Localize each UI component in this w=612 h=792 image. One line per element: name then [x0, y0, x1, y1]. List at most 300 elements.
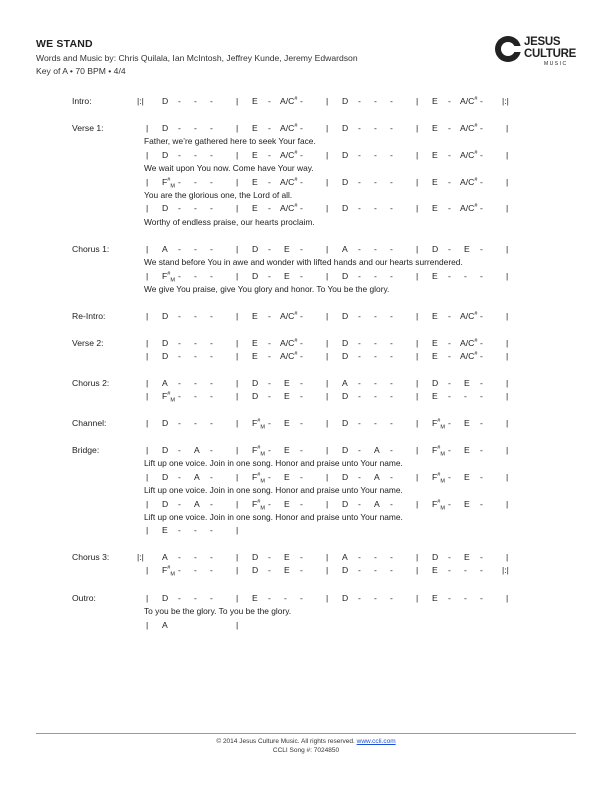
beat-dash: - — [448, 565, 451, 576]
bar-line: | — [236, 445, 239, 455]
chord: A — [194, 445, 200, 455]
beat-dash: - — [390, 338, 393, 348]
chord: E — [432, 391, 438, 402]
beat-dash: - — [210, 498, 213, 509]
chord: $F^{\#}_M$ — [252, 418, 265, 431]
end-bar: | — [506, 593, 509, 603]
bar-line: | — [416, 498, 419, 509]
bar-line: | — [326, 391, 329, 402]
bar-line: | — [236, 552, 239, 562]
chord: D — [432, 378, 439, 388]
logo-text-culture: CULTURE — [524, 48, 576, 60]
bar-line: | — [146, 244, 149, 254]
beat-dash: - — [390, 498, 393, 509]
beat-dash: - — [448, 123, 451, 133]
chord: E — [252, 176, 258, 187]
chord: A — [342, 378, 348, 388]
beat-dash: - — [268, 244, 271, 254]
lyric-line: Lift up one voice. Join in one song. Honor and praise unto Your name. — [144, 512, 403, 522]
beat-dash: - — [178, 565, 181, 576]
section-label: Intro: — [72, 96, 92, 106]
bar-line: | — [236, 123, 239, 133]
bar-line: | — [146, 593, 149, 603]
end-bar: | — [506, 311, 509, 321]
beat-dash: - — [210, 176, 213, 187]
chord: E — [432, 149, 438, 160]
beat-dash: - — [358, 96, 361, 106]
chord: D — [162, 445, 169, 455]
chord: E — [284, 244, 290, 254]
chord: $F^{\#}_M$ — [432, 498, 445, 512]
chord: E — [432, 123, 438, 133]
beat-dash: - — [268, 311, 271, 321]
beat-dash: - — [210, 525, 213, 536]
section-label: Bridge: — [72, 445, 100, 455]
chord: D — [252, 552, 259, 562]
beat-dash: - — [390, 149, 393, 160]
chord: A/C# — [280, 351, 298, 362]
chord: E — [432, 311, 438, 321]
beat-dash: - — [300, 311, 303, 321]
chord: D — [252, 391, 259, 402]
beat-dash: - — [390, 378, 393, 388]
beat-dash: - — [448, 418, 451, 428]
beat-dash: - — [390, 96, 393, 106]
chord: A — [342, 244, 348, 254]
ccli-link[interactable]: www.ccli.com — [356, 738, 396, 745]
beat-dash: - — [480, 123, 483, 133]
beat-dash: - — [390, 565, 393, 576]
beat-dash: - — [268, 338, 271, 348]
bar-line: | — [146, 149, 149, 160]
beat-dash: - — [210, 123, 213, 133]
chord: D — [162, 498, 169, 509]
bar-line: | — [236, 565, 239, 576]
chord: $F^{\#}_M$ — [252, 445, 265, 458]
chord: D — [342, 96, 349, 106]
beat-dash: - — [300, 552, 303, 562]
beat-dash: - — [390, 311, 393, 321]
chord: D — [432, 244, 439, 254]
bar-line: | — [326, 311, 329, 321]
beat-dash: - — [374, 565, 377, 576]
beat-dash: - — [178, 391, 181, 402]
chord: A/C# — [460, 311, 478, 321]
end-bar: | — [506, 391, 509, 402]
beat-dash: - — [178, 351, 181, 362]
beat-dash: - — [178, 552, 181, 562]
bar-line: | — [146, 378, 149, 388]
section-label: Verse 1: — [72, 123, 104, 133]
bar-line: | — [416, 338, 419, 348]
beat-dash: - — [390, 445, 393, 455]
chord-row — [0, 351, 612, 363]
chord: E — [464, 552, 470, 562]
bar-line: | — [416, 244, 419, 254]
beat-dash: - — [448, 593, 451, 603]
bar-line: | — [326, 203, 329, 214]
chord: $F^{\#}_M$ — [252, 471, 265, 485]
beat-dash: - — [480, 351, 483, 362]
beat-dash: - — [300, 176, 303, 187]
beat-dash: - — [210, 378, 213, 388]
chord: A/C# — [280, 311, 298, 321]
section-label: Chorus 2: — [72, 378, 110, 388]
chord: E — [252, 311, 258, 321]
chord: E — [464, 471, 470, 482]
beat-dash: - — [210, 203, 213, 214]
chord: E — [284, 552, 290, 562]
section-label: Re-Intro: — [72, 311, 106, 321]
bar-line: | — [416, 123, 419, 133]
beat-dash: - — [210, 391, 213, 402]
beat-dash: - — [358, 391, 361, 402]
bar-line: | — [236, 244, 239, 254]
song-title: WE STAND — [36, 38, 93, 50]
beat-dash: - — [358, 378, 361, 388]
chord: D — [162, 203, 169, 214]
beat-dash: - — [178, 471, 181, 482]
footer-ccli-number: CCLI Song #: 7024850 — [272, 747, 340, 754]
bar-line: | — [326, 176, 329, 187]
beat-dash: - — [210, 552, 213, 562]
chord-row — [0, 271, 612, 283]
bar-line: | — [326, 96, 329, 106]
bar-line: | — [236, 176, 239, 187]
beat-dash: - — [300, 270, 303, 281]
beat-dash: - — [268, 203, 271, 214]
beat-dash: - — [300, 391, 303, 402]
beat-dash: - — [374, 123, 377, 133]
chord: A — [162, 619, 168, 630]
chord-row — [0, 445, 612, 457]
song-key-info: Key of A • 70 BPM • 4/4 — [36, 66, 126, 76]
bar-line: | — [146, 270, 149, 281]
bar-line: | — [146, 391, 149, 402]
bar-line: | — [236, 593, 239, 603]
chord: E — [464, 378, 470, 388]
bar-line: | — [326, 498, 329, 509]
bar-line: | — [236, 203, 239, 214]
beat-dash: - — [268, 351, 271, 362]
chord: $F^{\#}_M$ — [432, 418, 445, 431]
beat-dash: - — [210, 311, 213, 321]
beat-dash: - — [210, 96, 213, 106]
section-label: Outro: — [72, 593, 96, 603]
chord-row — [0, 338, 612, 350]
chord: D — [162, 311, 169, 321]
bar-line: | — [146, 418, 149, 428]
lyric-line: Lift up one voice. Join in one song. Honor and praise unto Your name. — [144, 458, 403, 469]
bar-line: | — [416, 378, 419, 388]
beat-dash: - — [194, 123, 197, 133]
bar-line: | — [146, 498, 149, 509]
repeat-start-bar: |:| — [137, 552, 144, 562]
beat-dash: - — [268, 418, 271, 428]
beat-dash: - — [358, 418, 361, 428]
bar-line: | — [326, 565, 329, 576]
lyric-line: You are the glorious one, the Lord of all. — [144, 190, 293, 200]
chord-row — [0, 499, 612, 511]
beat-dash: - — [194, 593, 197, 603]
end-bar: | — [506, 378, 509, 388]
beat-dash: - — [178, 270, 181, 281]
chord: E — [252, 351, 258, 362]
beat-dash: - — [300, 123, 303, 133]
chord: E — [464, 445, 470, 455]
beat-dash: - — [194, 351, 197, 362]
beat-dash: - — [268, 593, 271, 603]
bar-line: | — [326, 270, 329, 281]
beat-dash: - — [374, 149, 377, 160]
chord-row — [0, 525, 612, 537]
beat-dash: - — [480, 96, 483, 106]
chord: A/C# — [460, 203, 478, 214]
beat-dash: - — [374, 593, 377, 603]
beat-dash: - — [194, 391, 197, 402]
beat-dash: - — [448, 203, 451, 214]
beat-dash: - — [178, 338, 181, 348]
bar-line: | — [416, 311, 419, 321]
bar-line: | — [236, 311, 239, 321]
beat-dash: - — [210, 149, 213, 160]
beat-dash: - — [178, 203, 181, 214]
bar-line: | — [236, 378, 239, 388]
chord-row — [0, 123, 612, 135]
beat-dash: - — [374, 418, 377, 428]
footer-copyright: © 2014 Jesus Culture Music. All rights reserved. — [216, 738, 355, 745]
bar-line: | — [326, 552, 329, 562]
bar-line: | — [146, 525, 149, 536]
chord: A — [374, 445, 380, 455]
lyric-line: To you be the glory. To you be the glory. — [144, 606, 292, 617]
beat-dash: - — [358, 149, 361, 160]
lyric-line: Father, we’re gathered here to seek Your face. — [144, 136, 316, 147]
beat-dash: - — [358, 244, 361, 254]
bar-line: | — [146, 123, 149, 133]
beat-dash: - — [448, 338, 451, 348]
beat-dash: - — [480, 149, 483, 160]
chord: D — [342, 203, 349, 214]
chord-row — [0, 203, 612, 215]
chord: A — [194, 471, 200, 482]
end-bar: | — [506, 270, 509, 281]
logo-text-music: MUSIC — [544, 61, 568, 67]
beat-dash: - — [268, 498, 271, 509]
end-bar: | — [506, 552, 509, 562]
beat-dash: - — [178, 123, 181, 133]
bar-line: | — [416, 203, 419, 214]
beat-dash: - — [448, 351, 451, 362]
section-label: Verse 2: — [72, 338, 104, 348]
chord: E — [284, 418, 290, 428]
beat-dash: - — [268, 176, 271, 187]
chord: A — [194, 498, 200, 509]
beat-dash: - — [358, 270, 361, 281]
end-bar: | — [506, 351, 509, 362]
beat-dash: - — [390, 552, 393, 562]
end-bar: | — [506, 445, 509, 455]
beat-dash: - — [448, 471, 451, 482]
chord: $F^{\#}_M$ — [252, 498, 265, 512]
end-bar: | — [506, 123, 509, 133]
chord: D — [342, 391, 349, 402]
footer-copyright-line — [0, 738, 612, 745]
end-bar: |:| — [502, 565, 509, 576]
bar-line: | — [416, 471, 419, 482]
footer-divider — [36, 733, 576, 734]
chord: D — [342, 593, 349, 603]
chord: E — [432, 593, 438, 603]
chord: E — [432, 176, 438, 187]
chord: D — [342, 418, 349, 428]
beat-dash: - — [194, 565, 197, 576]
beat-dash: - — [268, 552, 271, 562]
chord-row — [0, 244, 612, 256]
beat-dash: - — [358, 338, 361, 348]
lyric-line: Lift up one voice. Join in one song. Honor and praise unto Your name. — [144, 485, 403, 496]
beat-dash: - — [374, 351, 377, 362]
beat-dash: - — [390, 351, 393, 362]
beat-dash: - — [194, 378, 197, 388]
beat-dash: - — [210, 565, 213, 576]
chord: A/C# — [280, 123, 298, 133]
beat-dash: - — [374, 270, 377, 281]
chord: E — [252, 593, 258, 603]
beat-dash: - — [268, 445, 271, 455]
chord: D — [162, 123, 169, 133]
chord: $F^{\#}_M$ — [162, 176, 175, 190]
chord: $F^{\#}_M$ — [162, 565, 175, 579]
lyric-line: Worthy of endless praise, our hearts proclaim. — [144, 216, 315, 227]
chord: D — [342, 351, 349, 362]
beat-dash: - — [358, 311, 361, 321]
beat-dash: - — [268, 123, 271, 133]
bar-line: | — [146, 619, 149, 630]
chord: A/C# — [460, 149, 478, 160]
beat-dash: - — [480, 203, 483, 214]
beat-dash: - — [358, 203, 361, 214]
beat-dash: - — [268, 471, 271, 482]
lyric-line: We give You praise, give You glory and honor. To You be the glory. — [144, 284, 390, 295]
beat-dash: - — [178, 311, 181, 321]
bar-line: | — [326, 471, 329, 482]
chord: E — [252, 149, 258, 160]
section-label: Chorus 3: — [72, 552, 110, 562]
bar-line: | — [416, 552, 419, 562]
bar-line: | — [236, 270, 239, 281]
beat-dash: - — [300, 565, 303, 576]
beat-dash: - — [374, 552, 377, 562]
chord: D — [252, 565, 259, 576]
chord: E — [284, 471, 290, 482]
chord: A/C# — [280, 203, 298, 214]
beat-dash: - — [300, 351, 303, 362]
beat-dash: - — [178, 593, 181, 603]
chord: $F^{\#}_M$ — [162, 391, 175, 405]
beat-dash: - — [358, 176, 361, 187]
end-bar: | — [506, 338, 509, 348]
beat-dash: - — [268, 391, 271, 402]
beat-dash: - — [210, 338, 213, 348]
bar-line: | — [236, 351, 239, 362]
beat-dash: - — [480, 593, 483, 603]
chord: D — [342, 176, 349, 187]
bar-line: | — [326, 338, 329, 348]
jesus-culture-logo — [494, 34, 578, 74]
beat-dash: - — [480, 565, 483, 576]
beat-dash: - — [374, 203, 377, 214]
chord: A — [374, 498, 380, 509]
chord-row — [0, 378, 612, 390]
chord: E — [284, 391, 290, 402]
bar-line: | — [146, 445, 149, 455]
bar-line: | — [146, 351, 149, 362]
beat-dash: - — [464, 593, 467, 603]
beat-dash: - — [210, 418, 213, 428]
beat-dash: - — [194, 96, 197, 106]
beat-dash: - — [210, 593, 213, 603]
chord-row — [0, 552, 612, 564]
bar-line: | — [236, 391, 239, 402]
section-label: Chorus 1: — [72, 244, 110, 254]
beat-dash: - — [300, 593, 303, 603]
chord: E — [252, 338, 258, 348]
beat-dash: - — [464, 270, 467, 281]
beat-dash: - — [374, 96, 377, 106]
beat-dash: - — [178, 96, 181, 106]
beat-dash: - — [178, 176, 181, 187]
bar-line: | — [416, 391, 419, 402]
beat-dash: - — [194, 418, 197, 428]
chord: E — [284, 270, 290, 281]
beat-dash: - — [448, 176, 451, 187]
beat-dash: - — [300, 418, 303, 428]
chord: D — [162, 593, 169, 603]
beat-dash: - — [448, 498, 451, 509]
bar-line: | — [326, 445, 329, 455]
end-bar: | — [506, 149, 509, 160]
bar-line: | — [236, 418, 239, 428]
beat-dash: - — [480, 244, 483, 254]
end-bar: | — [506, 176, 509, 187]
beat-dash: - — [390, 244, 393, 254]
beat-dash: - — [480, 498, 483, 509]
bar-line: | — [416, 445, 419, 455]
beat-dash: - — [268, 270, 271, 281]
bar-line: | — [416, 176, 419, 187]
bar-line: | — [236, 96, 239, 106]
beat-dash: - — [358, 445, 361, 455]
beat-dash: - — [194, 244, 197, 254]
end-bar: | — [506, 244, 509, 254]
chord: A — [162, 244, 168, 254]
beat-dash: - — [194, 552, 197, 562]
beat-dash: - — [448, 244, 451, 254]
chord: A/C# — [460, 96, 478, 106]
chord: E — [252, 203, 258, 214]
bar-line: | — [326, 149, 329, 160]
chord: E — [464, 244, 470, 254]
beat-dash: - — [480, 445, 483, 455]
bar-line: | — [146, 338, 149, 348]
chord: A/C# — [460, 123, 478, 133]
beat-dash: - — [358, 471, 361, 482]
beat-dash: - — [448, 270, 451, 281]
beat-dash: - — [210, 351, 213, 362]
chord: E — [432, 96, 438, 106]
end-bar: | — [506, 418, 509, 428]
